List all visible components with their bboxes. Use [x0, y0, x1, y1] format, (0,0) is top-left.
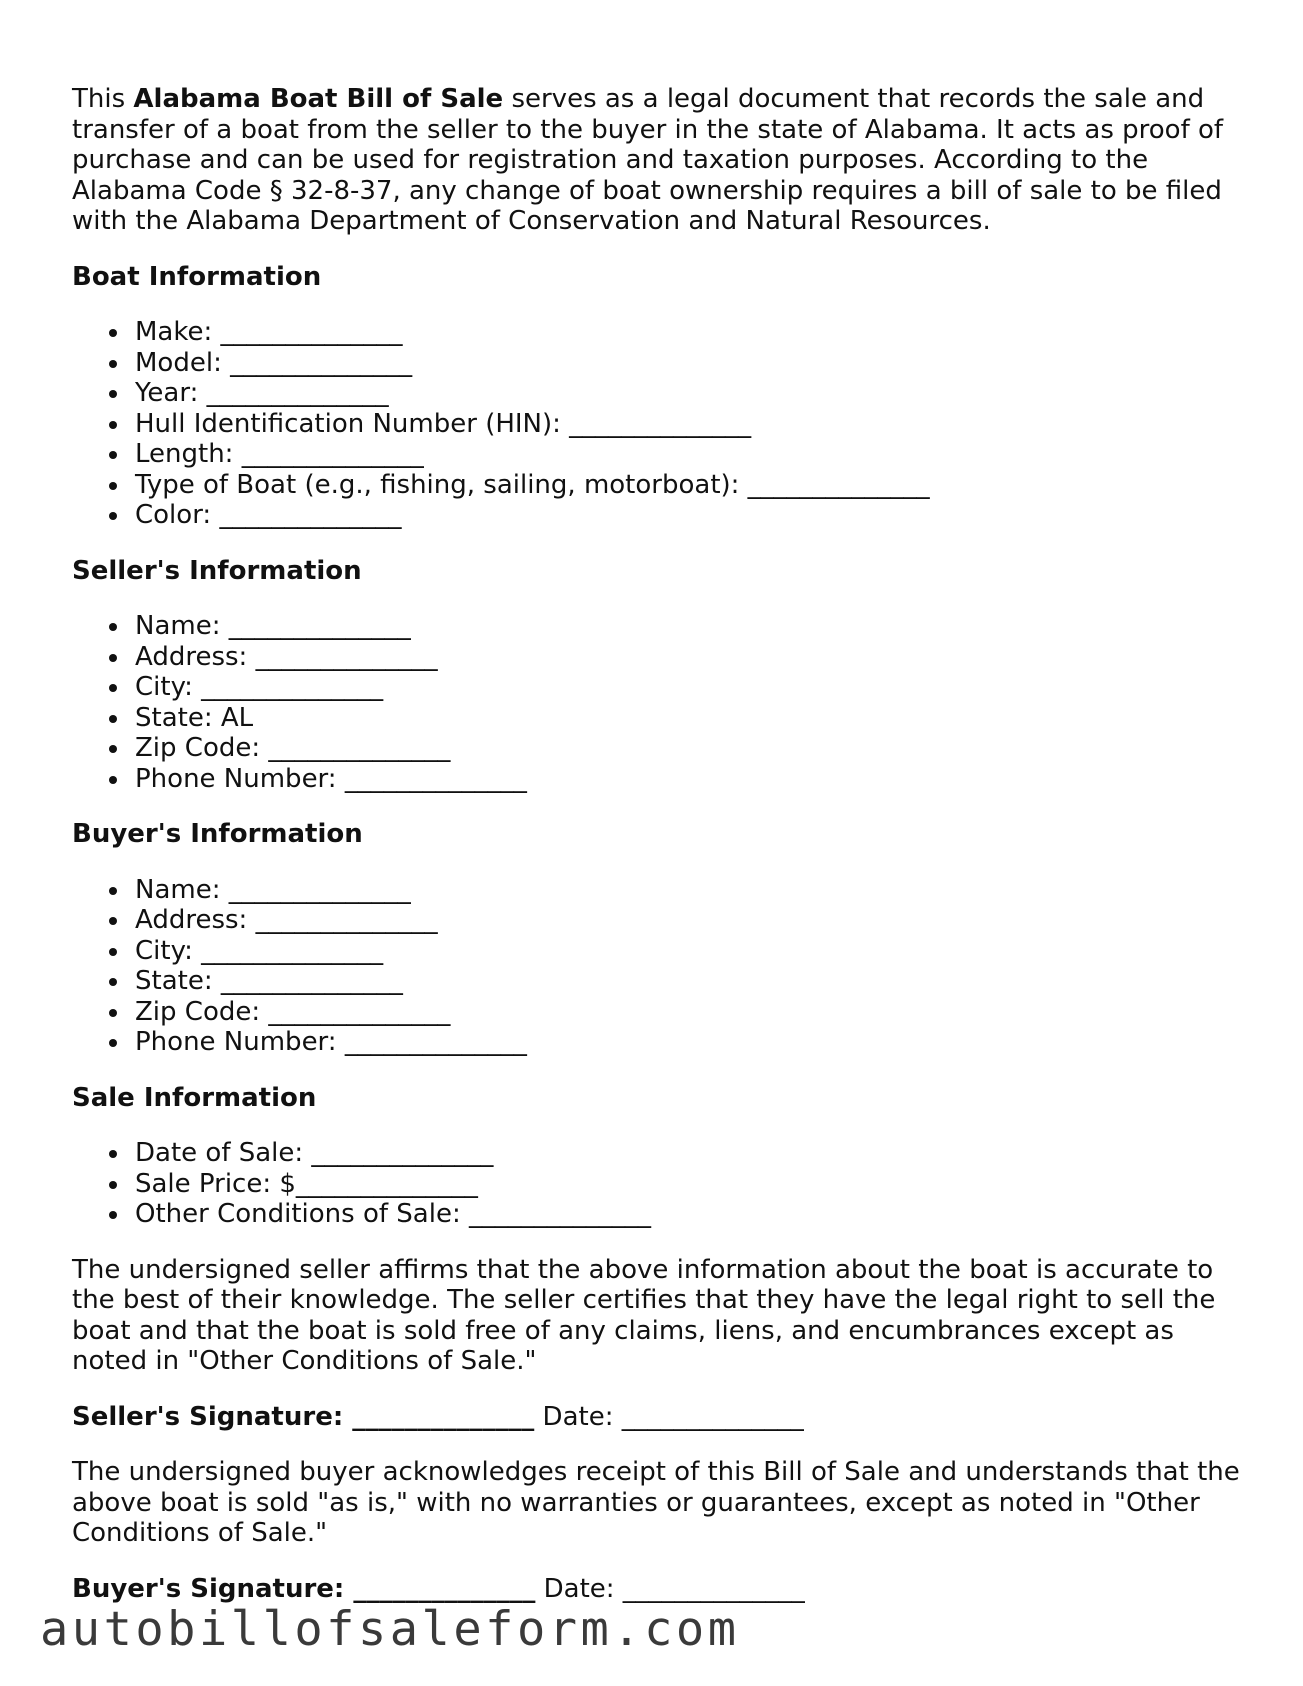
seller-zip-field[interactable]: Zip Code: ______________ [135, 733, 1242, 764]
document-title: Alabama Boat Bill of Sale [133, 84, 504, 114]
boat-information-list [72, 317, 1242, 531]
boat-make-field[interactable]: Make: ______________ [135, 317, 1242, 348]
boat-information-heading: Boat Information [72, 261, 322, 292]
seller-information-list [72, 611, 1242, 794]
buyer-name-field[interactable]: Name: ______________ [135, 875, 1242, 906]
intro-paragraph [72, 84, 1242, 237]
seller-address-field[interactable]: Address: ______________ [135, 642, 1242, 673]
buyer-acknowledgement: The undersigned buyer acknowledges receipt of this Bill of Sale and understands that the above boat is sold "as is," with no warranties or guarantees, except as noted in "Other Conditions of Sale." [72, 1457, 1240, 1548]
buyer-information-heading: Buyer's Information [72, 819, 363, 849]
boat-model-field[interactable]: Model: ______________ [135, 348, 1242, 379]
buyer-phone-field[interactable]: Phone Number: ______________ [135, 1027, 1242, 1058]
boat-year-field[interactable]: Year: ______________ [135, 378, 1242, 409]
buyer-state-field[interactable]: State: ______________ [135, 966, 1242, 997]
buyer-signature-field[interactable]: Buyer's Signature: ______________ [72, 1573, 536, 1604]
seller-information-heading: Seller's Information [72, 555, 362, 586]
seller-name-field[interactable]: Name: ______________ [135, 611, 1242, 642]
seller-signature-line [72, 1402, 1242, 1433]
sale-information-heading: Sale Information [72, 1082, 317, 1113]
seller-signature-field[interactable]: Seller's Signature: ______________ [72, 1401, 535, 1432]
buyer-zip-field[interactable]: Zip Code: ______________ [135, 997, 1242, 1028]
seller-phone-field[interactable]: Phone Number: ______________ [135, 764, 1242, 795]
boat-type-field[interactable]: Type of Boat (e.g., fishing, sailing, motorboat): ______________ [135, 470, 1242, 501]
sale-date-field[interactable]: Date of Sale: ______________ [135, 1138, 1242, 1169]
seller-affirmation: The undersigned seller affirms that the above information about the boat is accurate to the best of their knowledge. The seller certifies that they have the legal right to sell the boat and that the boat is sold free of any claims, liens, and encumbrances except as noted in "Other Conditions of Sale." [72, 1254, 1216, 1376]
boat-hin-field[interactable]: Hull Identification Number (HIN): ______________ [135, 409, 1242, 440]
document-page [72, 84, 1242, 1629]
buyer-signature-date-field[interactable]: Date: ______________ [535, 1573, 805, 1604]
seller-city-field[interactable]: City: ______________ [135, 672, 1242, 703]
watermark: autobillofsaleform.com [40, 1602, 740, 1657]
sale-price-field[interactable]: Sale Price: $______________ [135, 1169, 1242, 1200]
intro-text: serves as a legal document that records the sale and transfer of a boat from the seller to the buyer in the state of Alabama. It acts as proof of purchase and can be used for registration and taxation purposes. According to the Alabama Code § 32-8-37, any change of boat ownership requires a bill of sale to be filed with the Alabama Department of Conservation and Natural Resources. [72, 84, 1224, 236]
boat-color-field[interactable]: Color: ______________ [135, 500, 1242, 531]
buyer-city-field[interactable]: City: ______________ [135, 936, 1242, 967]
buyer-information-list [72, 875, 1242, 1058]
sale-conditions-field[interactable]: Other Conditions of Sale: ______________ [135, 1199, 1242, 1230]
buyer-address-field[interactable]: Address: ______________ [135, 905, 1242, 936]
seller-state-field: State: AL [135, 703, 1242, 734]
seller-signature-date-field[interactable]: Date: ______________ [534, 1401, 804, 1432]
sale-information-list [72, 1138, 1242, 1230]
intro-prefix: This [72, 84, 134, 114]
boat-length-field[interactable]: Length: ______________ [135, 439, 1242, 470]
